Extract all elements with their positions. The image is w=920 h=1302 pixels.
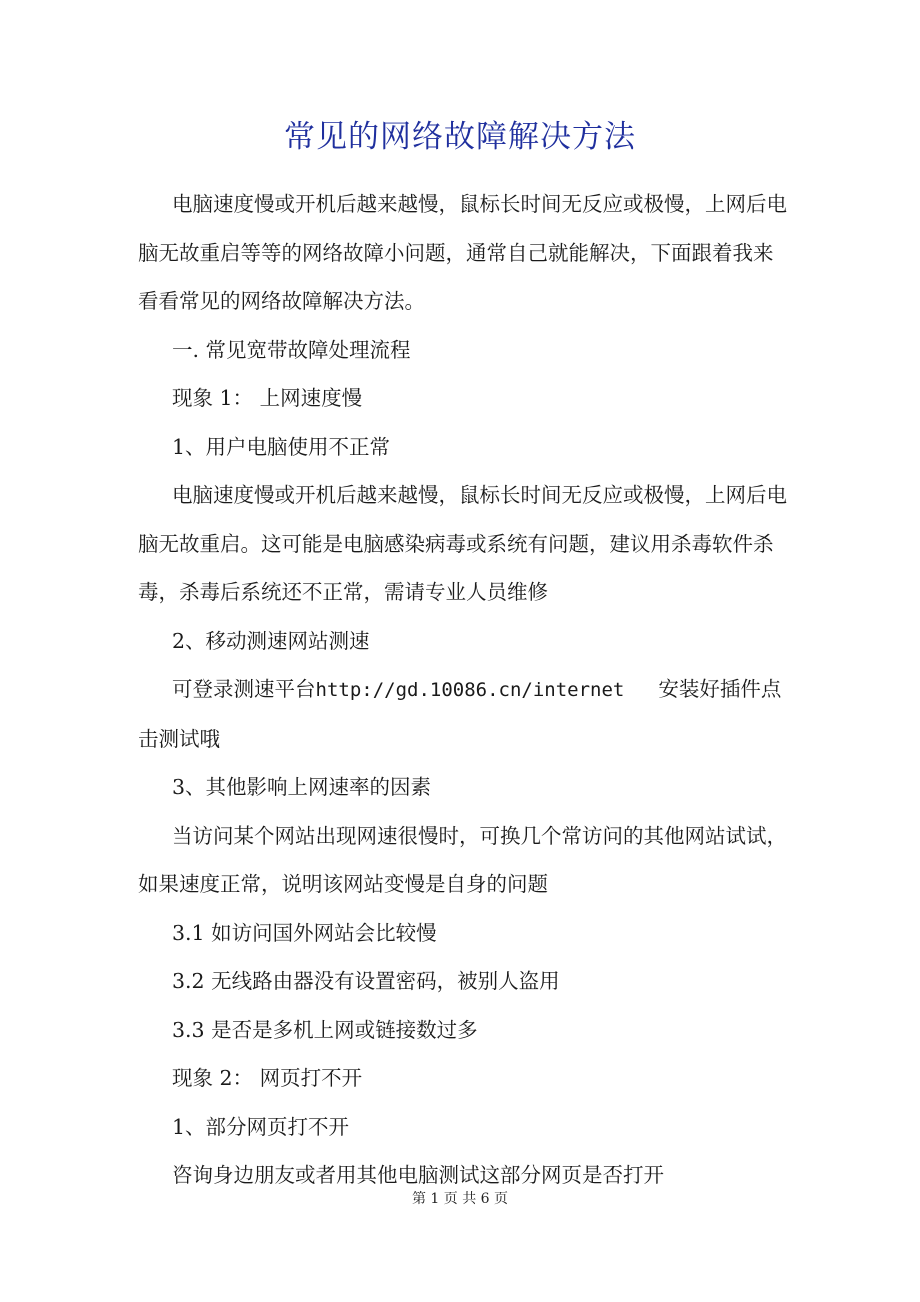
- item-text-2-prefix: 可登录测速平台: [172, 677, 316, 701]
- sub-item-3-2: 3.2 无线路由器没有设置密码，被别人盗用: [172, 969, 560, 993]
- page-footer: 第 1 页 共 6 页: [411, 1191, 509, 1207]
- item-text-1: 电脑速度慢或开机后越来越慢，鼠标长时间无反应或极慢，上网后电脑无故重启。这可能是电脑感染病毒或系统有问题，建议用杀毒软件杀毒，杀毒后系统还不正常，需请专业人员维修: [138, 483, 787, 604]
- item-text-2: [138, 665, 788, 763]
- item-heading-3: 3、其他影响上网速率的因素: [172, 775, 432, 799]
- item-text-4: 咨询身边朋友或者用其他电脑测试这部分网页是否打开: [172, 1163, 664, 1187]
- item-text-2-suffix: 安装好插件点击测试哦: [138, 677, 782, 751]
- symptom-heading-1: 现象 1： 上网速度慢: [172, 386, 363, 410]
- item-text-3: 当访问某个网站出现网速很慢时，可换几个常访问的其他网站试试，如果速度正常，说明该网站变慢是自身的问题: [138, 823, 787, 896]
- sub-item-3-1: 3.1 如访问国外网站会比较慢: [172, 920, 437, 945]
- sub-item-3-3: 3.3 是否是多机上网或链接数过多: [172, 1017, 478, 1042]
- symptom-heading-2: 现象 2： 网页打不开: [172, 1066, 363, 1090]
- section-heading: 一. 常见宽带故障处理流程: [172, 337, 411, 362]
- item-heading-2: 2、移动测速网站测速: [172, 628, 370, 653]
- speedtest-url: http://gd.10086.cn/internet: [315, 679, 625, 701]
- item-heading-1: 1、用户电脑使用不正常: [172, 434, 391, 459]
- item-heading-4: 1、部分网页打不开: [172, 1114, 350, 1139]
- document-body: [138, 180, 788, 1200]
- document-title: 常见的网络故障解决方法: [284, 119, 636, 155]
- intro-paragraph: 电脑速度慢或开机后越来越慢，鼠标长时间无反应或极慢，上网后电脑无故重启等等的网络故障小问题，通常自己就能解决，下面跟着我来看看常见的网络故障解决方法。: [138, 192, 787, 313]
